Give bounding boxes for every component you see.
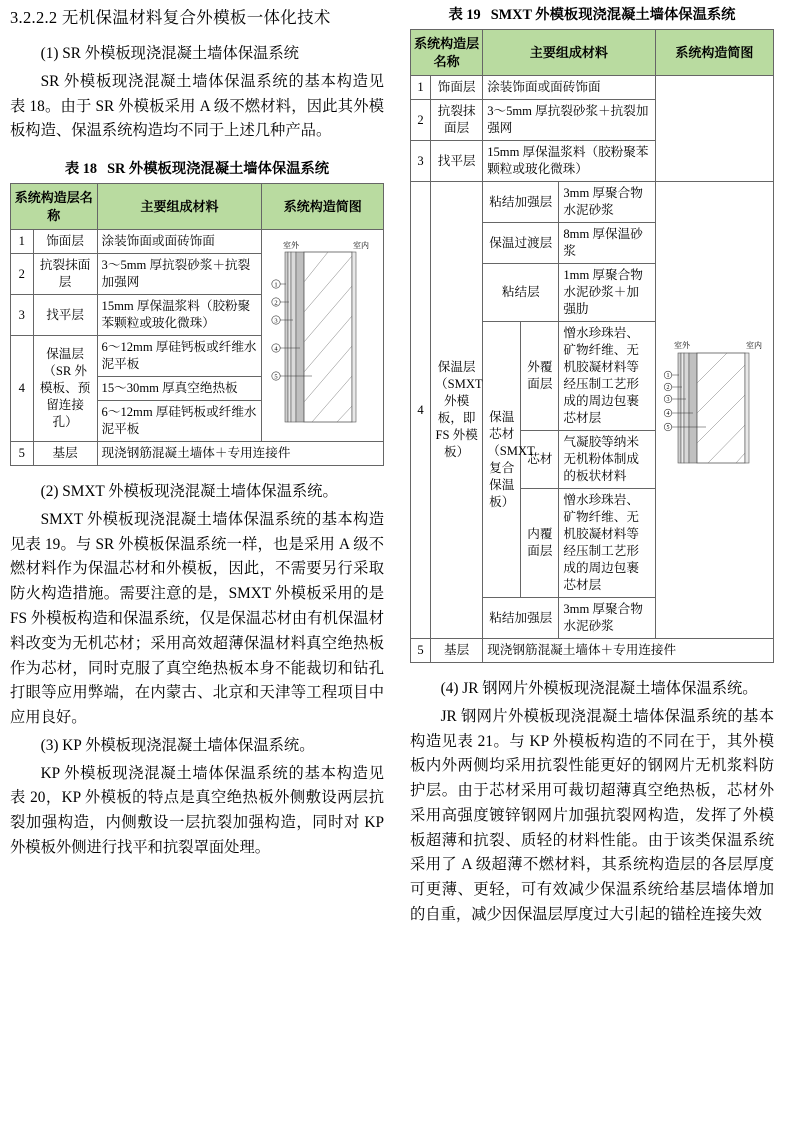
svg-text:室内: 室内 bbox=[745, 341, 762, 351]
table19-figure-cell-top bbox=[655, 76, 773, 182]
table18-figure-cell bbox=[262, 230, 384, 442]
table19-figure-cell bbox=[655, 182, 773, 639]
table19-core-item1-name: 外覆面层 bbox=[521, 322, 559, 431]
table18-row2-name: 抗裂抹面层 bbox=[33, 254, 97, 295]
table19-core-group-label: 保温芯材（SMXT 复合保温板） bbox=[483, 322, 521, 598]
svg-text:1: 1 bbox=[274, 281, 278, 289]
table18-row1-name: 饰面层 bbox=[33, 230, 97, 254]
table19-row1-index: 1 bbox=[411, 76, 431, 100]
table18-row5-name: 基层 bbox=[33, 442, 97, 466]
subsection-heading-3: (3) KP 外模板现浇混凝土墙体保温系统。 bbox=[40, 736, 315, 754]
table19-row5-index: 5 bbox=[411, 639, 431, 663]
table19-caption-number: 表 19 bbox=[448, 7, 481, 23]
table18-row3-name: 找平层 bbox=[33, 295, 97, 336]
left-column bbox=[10, 4, 392, 1134]
table19-header-row bbox=[411, 30, 774, 76]
table19-row5-name: 基层 bbox=[431, 639, 483, 663]
table19-row3-name: 找平层 bbox=[431, 141, 483, 182]
table-row bbox=[11, 230, 384, 254]
wall-construction-diagram bbox=[660, 335, 769, 485]
paragraph-4: JR 钢网片外模板现浇混凝土墙体保温系统的基本构造见表 21。与 KP 外模板构造的不同在于，其外模板内外两侧均采用抗裂性能更好的钢网片无机浆料防护层。由于芯材采用可裁切超薄真空绝热板，芯材外采用高强度镀锌钢网片加强抗裂网构造，发挥了外模板超薄和抗裂、质轻的材料性能。由于该类保温系统采用了 A 级超薄不燃材料，其系统构造层的各层厚度可更薄、更轻，可有效减少保温系统给基层墙体增加的自重，减少因保温层厚度过大引起的锚栓连接失效 bbox=[410, 707, 774, 923]
table19-row4-name: 保温层（SMXT 外模板，即 FS 外模板） bbox=[431, 182, 483, 639]
table18-row5-index: 5 bbox=[11, 442, 34, 466]
table19-core-item1-material: 憎水珍珠岩、矿物纤维、无机胶凝材料等经压制工艺形成的周边包裹芯材层 bbox=[559, 322, 655, 431]
table18-header-name: 系统构造层名称 bbox=[11, 184, 98, 230]
table18-row4-material-3: 6～12mm 厚硅钙板或纤维水泥平板 bbox=[97, 401, 262, 442]
svg-text:4: 4 bbox=[274, 345, 278, 353]
table19-row4-tail1-material: 3mm 厚聚合物水泥砂浆 bbox=[559, 598, 655, 639]
table18-row3-material: 15mm 厚保温浆料（胶粉聚苯颗粒或玻化微珠） bbox=[97, 295, 262, 336]
table19-core-item2-name: 芯材 bbox=[521, 431, 559, 489]
table19-header-figure: 系统构造简图 bbox=[655, 30, 773, 76]
table19-row1-name: 饰面层 bbox=[431, 76, 483, 100]
section-title: 3.2.2.2 无机保温材料复合外模板一体化技术 bbox=[10, 8, 331, 27]
table18-row5-material: 现浇钢筋混凝土墙体＋专用连接件 bbox=[97, 442, 383, 466]
svg-text:室内: 室内 bbox=[352, 240, 369, 250]
table-row bbox=[411, 639, 774, 663]
subsection-heading-2: (2) SMXT 外模板现浇混凝土墙体保温系统。 bbox=[40, 483, 338, 501]
svg-text:1: 1 bbox=[666, 373, 670, 380]
table18-header-row bbox=[11, 184, 384, 230]
table19-row4-index: 4 bbox=[411, 182, 431, 639]
table18-caption-number: 表 18 bbox=[64, 161, 98, 178]
subsection-heading-4: (4) JR 钢网片外模板现浇混凝土墙体保温系统。 bbox=[440, 680, 758, 698]
table18-row2-material: 3～5mm 厚抗裂砂浆＋抗裂加强网 bbox=[97, 254, 262, 295]
table18-header-figure: 系统构造简图 bbox=[262, 184, 384, 230]
paragraph-1: SR 外模板现浇混凝土墙体保温系统的基本构造见表 18。由于 SR 外模板采用 A 级不燃材料，因此其外模板构造、保温系统构造均不同于上述几种产品。 bbox=[10, 72, 384, 140]
table19-row3-index: 3 bbox=[411, 141, 431, 182]
table18-row4-index: 4 bbox=[11, 336, 34, 442]
table19-row2-index: 2 bbox=[411, 100, 431, 141]
table18-row1-material: 涂装饰面或面砖饰面 bbox=[97, 230, 262, 254]
table19-caption-title: SMXT 外模板现浇混凝土墙体保温系统 bbox=[490, 7, 736, 23]
svg-text:3: 3 bbox=[274, 317, 278, 325]
table19-header-material: 主要组成材料 bbox=[483, 30, 655, 76]
table18-row3-index: 3 bbox=[11, 295, 34, 336]
svg-text:室外: 室外 bbox=[282, 240, 299, 250]
table19-row4-sub1-name: 粘结加强层 bbox=[483, 182, 559, 223]
table19-caption bbox=[410, 4, 774, 24]
paragraph-2: SMXT 外模板现浇混凝土墙体保温系统的基本构造见表 19。与 SR 外模板保温系统一样，也是采用 A 级不燃材料作为保温芯材和外模板，因此，不需要另行采取防火构造措施。需要注意的是，SMXT 外模板采用的是 FS 外模板构造和保温系统，仅是保温芯材由有机保温材料改变为无机芯材；采用高效超薄保温材料真空绝热板作为芯材，同时克服了真空绝热板本身不能裁切和钻孔打眼等应用弊端，在内蒙古、北京和天津等工程项目中应用良好。 bbox=[10, 510, 384, 727]
svg-text:4: 4 bbox=[666, 411, 670, 418]
right-column bbox=[392, 4, 774, 1134]
table19-header-name: 系统构造层名称 bbox=[411, 30, 483, 76]
table19-row4-sub3-material: 1mm 厚聚合物水泥砂浆＋加强肋 bbox=[559, 264, 655, 322]
table19-row5-material: 现浇钢筋混凝土墙体＋专用连接件 bbox=[483, 639, 774, 663]
table-19 bbox=[410, 29, 774, 663]
wall-construction-diagram bbox=[266, 236, 379, 436]
table18-row1-index: 1 bbox=[11, 230, 34, 254]
table19-core-item3-material: 憎水珍珠岩、矿物纤维、无机胶凝材料等经压制工艺形成的周边包裹芯材层 bbox=[559, 489, 655, 598]
table18-row4-material-1: 6～12mm 厚硅钙板或纤维水泥平板 bbox=[97, 336, 262, 377]
table19-core-item3-name: 内覆面层 bbox=[521, 489, 559, 598]
svg-text:3: 3 bbox=[666, 397, 670, 404]
paragraph-3: KP 外模板现浇混凝土墙体保温系统的基本构造见表 20，KP 外模板的特点是真空绝热板外侧敷设两层抗裂加强构造，内侧敷设一层抗裂加强构造，同时对 KP 外模板外侧进行找平和抗裂罩面处理。 bbox=[10, 764, 384, 856]
table19-row4-sub2-material: 8mm 厚保温砂浆 bbox=[559, 223, 655, 264]
svg-text:2: 2 bbox=[666, 385, 670, 392]
table18-row4-material-2: 15～30mm 厚真空绝热板 bbox=[97, 377, 262, 401]
table-18 bbox=[10, 183, 384, 466]
table18-caption-title: SR 外模板现浇混凝土墙体保温系统 bbox=[107, 161, 330, 178]
table19-core-item2-material: 气凝胶等纳米无机粉体制成的板状材料 bbox=[559, 431, 655, 489]
svg-text:室外: 室外 bbox=[673, 341, 690, 351]
svg-text:2: 2 bbox=[274, 299, 278, 307]
table18-row2-index: 2 bbox=[11, 254, 34, 295]
table19-row2-name: 抗裂抹面层 bbox=[431, 100, 483, 141]
table-row bbox=[11, 442, 384, 466]
table19-row1-material: 涂装饰面或面砖饰面 bbox=[483, 76, 655, 100]
table19-row4-tail1-name: 粘结加强层 bbox=[483, 598, 559, 639]
table19-row2-material: 3～5mm 厚抗裂砂浆＋抗裂加强网 bbox=[483, 100, 655, 141]
table18-header-material: 主要组成材料 bbox=[97, 184, 262, 230]
table-row bbox=[411, 76, 774, 100]
table-row bbox=[411, 182, 774, 223]
table19-row4-sub3-name: 粘结层 bbox=[483, 264, 559, 322]
table19-row3-material: 15mm 厚保温浆料（胶粉聚苯颗粒或玻化微珠） bbox=[483, 141, 655, 182]
svg-text:5: 5 bbox=[666, 425, 670, 432]
table19-row4-sub2-name: 保温过渡层 bbox=[483, 223, 559, 264]
subsection-heading-1: (1) SR 外模板现浇混凝土墙体保温系统 bbox=[40, 45, 299, 62]
table19-row4-sub1-material: 3mm 厚聚合物水泥砂浆 bbox=[559, 182, 655, 223]
table18-row4-name: 保温层（SR 外模板、预留连接孔） bbox=[33, 336, 97, 442]
svg-text:5: 5 bbox=[274, 373, 278, 381]
table18-caption bbox=[10, 158, 384, 178]
